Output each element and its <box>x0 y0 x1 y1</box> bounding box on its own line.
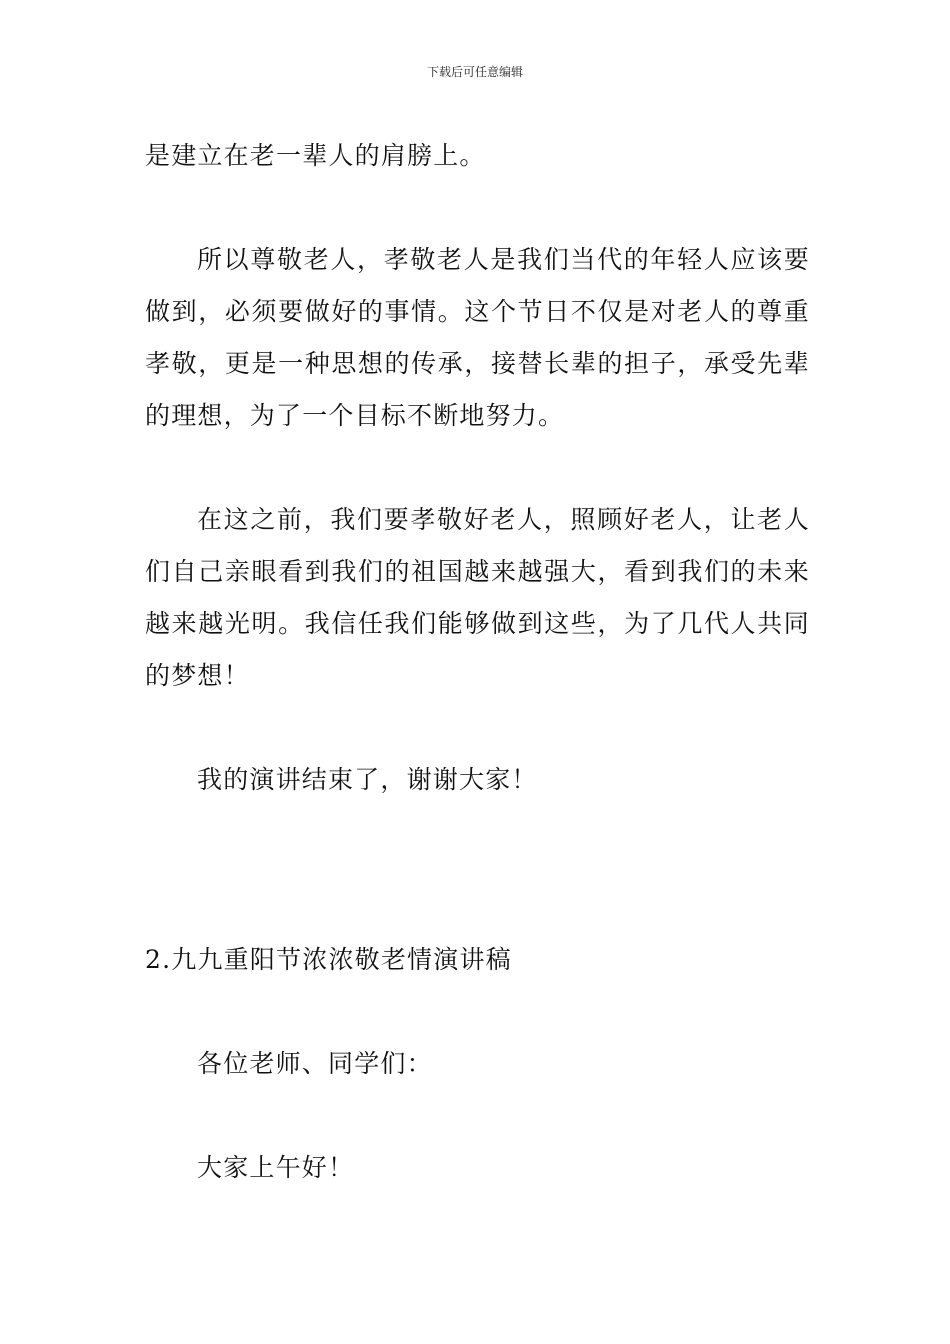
page-header: 下载后可任意编辑 <box>426 65 523 79</box>
paragraph-respect-elders: 所以尊敬老人，孝敬老人是我们当代的年轻人应该要做到，必须要做好的事情。这个节日不仅是对老人的尊重孝敬，更是一种思想的传承，接替长辈的担子，承受先辈的理想，为了一个目标不断地努力。 <box>145 245 810 430</box>
paragraph-greeting: 大家上午好！ <box>197 1153 355 1182</box>
document-body <box>145 130 810 1194</box>
paragraph-salutation: 各位老师、同学们： <box>197 1049 433 1078</box>
section-title: 2.九九重阳节浓浓敬老情演讲稿 <box>145 945 512 974</box>
paragraph-care-elders: 在这之前，我们要孝敬好老人，照顾好老人，让老人们自己亲眼看到我们的祖国越来越强大，看到我们的未来越来越光明。我信任我们能够做到这些，为了几代人共同的梦想！ <box>145 505 810 690</box>
paragraph-continuation: 是建立在老一辈人的肩膀上。 <box>145 141 486 170</box>
paragraph-closing: 我的演讲结束了，谢谢大家！ <box>197 765 538 794</box>
